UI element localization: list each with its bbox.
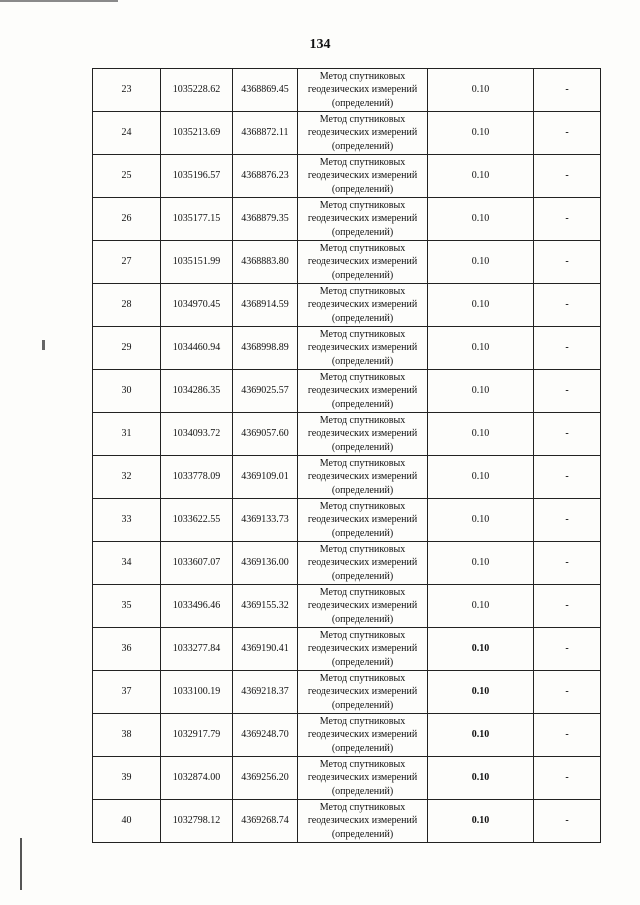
x-coordinate-cell: 1033496.46 bbox=[161, 585, 233, 628]
method-text: (определений) bbox=[331, 226, 394, 238]
method-text: Метод спутниковых bbox=[319, 801, 406, 813]
method-text: Метод спутниковых bbox=[319, 629, 406, 641]
point-number-cell: 33 bbox=[93, 499, 161, 542]
table-row bbox=[93, 628, 601, 671]
y-coordinate-cell: 4369109.01 bbox=[233, 456, 298, 499]
accuracy-cell: 0.10 bbox=[428, 628, 534, 671]
method-text: геодезических измерений bbox=[307, 643, 418, 655]
method-cell bbox=[298, 327, 428, 370]
method-text: (определений) bbox=[331, 312, 394, 324]
y-coordinate-cell: 4369025.57 bbox=[233, 370, 298, 413]
point-number-cell: 39 bbox=[93, 757, 161, 800]
method-text: Метод спутниковых bbox=[319, 758, 406, 770]
x-coordinate-cell: 1035228.62 bbox=[161, 69, 233, 112]
note-cell: - bbox=[534, 413, 601, 456]
method-text: геодезических измерений bbox=[307, 385, 418, 397]
method-text: Метод спутниковых bbox=[319, 70, 406, 82]
x-coordinate-cell: 1034093.72 bbox=[161, 413, 233, 456]
method-text: Метод спутниковых bbox=[319, 672, 406, 684]
method-text: Метод спутниковых bbox=[319, 242, 406, 254]
note-cell: - bbox=[534, 628, 601, 671]
method-text: геодезических измерений bbox=[307, 557, 418, 569]
method-text: Метод спутниковых bbox=[319, 328, 406, 340]
x-coordinate-cell: 1034460.94 bbox=[161, 327, 233, 370]
note-cell: - bbox=[534, 284, 601, 327]
x-coordinate-cell: 1035177.15 bbox=[161, 198, 233, 241]
x-coordinate-cell: 1033622.55 bbox=[161, 499, 233, 542]
method-text: Метод спутниковых bbox=[319, 586, 406, 598]
x-coordinate-cell: 1033778.09 bbox=[161, 456, 233, 499]
method-text: (определений) bbox=[331, 441, 394, 453]
method-text: (определений) bbox=[331, 828, 394, 840]
method-text: (определений) bbox=[331, 699, 394, 711]
method-cell bbox=[298, 800, 428, 843]
point-number-cell: 29 bbox=[93, 327, 161, 370]
method-text: Метод спутниковых bbox=[319, 543, 406, 555]
method-text: (определений) bbox=[331, 398, 394, 410]
scan-mark-left-dots bbox=[42, 340, 45, 350]
point-number-cell: 25 bbox=[93, 155, 161, 198]
note-cell: - bbox=[534, 585, 601, 628]
method-text: Метод спутниковых bbox=[319, 199, 406, 211]
point-number-cell: 27 bbox=[93, 241, 161, 284]
method-text: (определений) bbox=[331, 613, 394, 625]
y-coordinate-cell: 4368876.23 bbox=[233, 155, 298, 198]
x-coordinate-cell: 1032874.00 bbox=[161, 757, 233, 800]
note-cell: - bbox=[534, 198, 601, 241]
y-coordinate-cell: 4369136.00 bbox=[233, 542, 298, 585]
x-coordinate-cell: 1033100.19 bbox=[161, 671, 233, 714]
table-row bbox=[93, 370, 601, 413]
table-row bbox=[93, 671, 601, 714]
note-cell: - bbox=[534, 757, 601, 800]
note-cell: - bbox=[534, 370, 601, 413]
method-text: (определений) bbox=[331, 742, 394, 754]
table-row bbox=[93, 155, 601, 198]
method-cell bbox=[298, 155, 428, 198]
method-text: Метод спутниковых bbox=[319, 371, 406, 383]
table-row bbox=[93, 499, 601, 542]
method-text: (определений) bbox=[331, 656, 394, 668]
point-number-cell: 35 bbox=[93, 585, 161, 628]
point-number-cell: 34 bbox=[93, 542, 161, 585]
point-number-cell: 32 bbox=[93, 456, 161, 499]
note-cell: - bbox=[534, 155, 601, 198]
method-text: Метод спутниковых bbox=[319, 414, 406, 426]
x-coordinate-cell: 1035196.57 bbox=[161, 155, 233, 198]
method-text: геодезических измерений bbox=[307, 772, 418, 784]
accuracy-cell: 0.10 bbox=[428, 69, 534, 112]
point-number-cell: 40 bbox=[93, 800, 161, 843]
method-text: Метод спутниковых bbox=[319, 156, 406, 168]
table-row bbox=[93, 69, 601, 112]
accuracy-cell: 0.10 bbox=[428, 413, 534, 456]
scan-mark-top bbox=[0, 0, 118, 2]
method-text: (определений) bbox=[331, 484, 394, 496]
method-text: геодезических измерений bbox=[307, 428, 418, 440]
accuracy-cell: 0.10 bbox=[428, 800, 534, 843]
method-cell bbox=[298, 413, 428, 456]
accuracy-cell: 0.10 bbox=[428, 284, 534, 327]
table-row bbox=[93, 800, 601, 843]
method-cell bbox=[298, 714, 428, 757]
note-cell: - bbox=[534, 714, 601, 757]
note-cell: - bbox=[534, 800, 601, 843]
table-row bbox=[93, 327, 601, 370]
coordinates-table bbox=[92, 68, 601, 843]
method-text: геодезических измерений bbox=[307, 514, 418, 526]
accuracy-cell: 0.10 bbox=[428, 241, 534, 284]
x-coordinate-cell: 1035151.99 bbox=[161, 241, 233, 284]
method-text: геодезических измерений bbox=[307, 170, 418, 182]
method-cell bbox=[298, 671, 428, 714]
accuracy-cell: 0.10 bbox=[428, 112, 534, 155]
method-text: Метод спутниковых bbox=[319, 113, 406, 125]
method-text: Метод спутниковых bbox=[319, 285, 406, 297]
method-text: геодезических измерений bbox=[307, 815, 418, 827]
note-cell: - bbox=[534, 456, 601, 499]
method-cell bbox=[298, 198, 428, 241]
method-text: геодезических измерений bbox=[307, 84, 418, 96]
table-row bbox=[93, 112, 601, 155]
y-coordinate-cell: 4368883.80 bbox=[233, 241, 298, 284]
method-cell bbox=[298, 241, 428, 284]
y-coordinate-cell: 4368872.11 bbox=[233, 112, 298, 155]
y-coordinate-cell: 4368998.89 bbox=[233, 327, 298, 370]
method-text: (определений) bbox=[331, 269, 394, 281]
table-row bbox=[93, 241, 601, 284]
method-text: геодезических измерений bbox=[307, 213, 418, 225]
y-coordinate-cell: 4368914.59 bbox=[233, 284, 298, 327]
point-number-cell: 28 bbox=[93, 284, 161, 327]
accuracy-cell: 0.10 bbox=[428, 757, 534, 800]
method-cell bbox=[298, 112, 428, 155]
accuracy-cell: 0.10 bbox=[428, 456, 534, 499]
method-cell bbox=[298, 456, 428, 499]
point-number-cell: 26 bbox=[93, 198, 161, 241]
accuracy-cell: 0.10 bbox=[428, 671, 534, 714]
accuracy-cell: 0.10 bbox=[428, 542, 534, 585]
y-coordinate-cell: 4369248.70 bbox=[233, 714, 298, 757]
method-text: (определений) bbox=[331, 527, 394, 539]
page-number: 134 bbox=[309, 37, 331, 52]
method-text: (определений) bbox=[331, 140, 394, 152]
x-coordinate-cell: 1034970.45 bbox=[161, 284, 233, 327]
note-cell: - bbox=[534, 542, 601, 585]
table-row bbox=[93, 284, 601, 327]
point-number-cell: 24 bbox=[93, 112, 161, 155]
table-row bbox=[93, 413, 601, 456]
x-coordinate-cell: 1035213.69 bbox=[161, 112, 233, 155]
y-coordinate-cell: 4368869.45 bbox=[233, 69, 298, 112]
method-cell bbox=[298, 69, 428, 112]
method-text: геодезических измерений bbox=[307, 600, 418, 612]
method-cell bbox=[298, 585, 428, 628]
method-text: Метод спутниковых bbox=[319, 715, 406, 727]
y-coordinate-cell: 4368879.35 bbox=[233, 198, 298, 241]
note-cell: - bbox=[534, 671, 601, 714]
method-cell bbox=[298, 499, 428, 542]
method-text: геодезических измерений bbox=[307, 729, 418, 741]
accuracy-cell: 0.10 bbox=[428, 198, 534, 241]
y-coordinate-cell: 4369057.60 bbox=[233, 413, 298, 456]
table-row bbox=[93, 585, 601, 628]
method-text: Метод спутниковых bbox=[319, 500, 406, 512]
table-row bbox=[93, 456, 601, 499]
method-cell bbox=[298, 370, 428, 413]
x-coordinate-cell: 1033607.07 bbox=[161, 542, 233, 585]
method-cell bbox=[298, 628, 428, 671]
point-number-cell: 30 bbox=[93, 370, 161, 413]
method-text: геодезических измерений bbox=[307, 686, 418, 698]
x-coordinate-cell: 1032917.79 bbox=[161, 714, 233, 757]
method-text: (определений) bbox=[331, 355, 394, 367]
method-text: геодезических измерений bbox=[307, 127, 418, 139]
method-text: (определений) bbox=[331, 183, 394, 195]
accuracy-cell: 0.10 bbox=[428, 155, 534, 198]
method-text: геодезических измерений bbox=[307, 471, 418, 483]
method-text: Метод спутниковых bbox=[319, 457, 406, 469]
point-number-cell: 38 bbox=[93, 714, 161, 757]
method-text: геодезических измерений bbox=[307, 256, 418, 268]
accuracy-cell: 0.10 bbox=[428, 370, 534, 413]
x-coordinate-cell: 1033277.84 bbox=[161, 628, 233, 671]
method-text: (определений) bbox=[331, 785, 394, 797]
y-coordinate-cell: 4369133.73 bbox=[233, 499, 298, 542]
table-row bbox=[93, 714, 601, 757]
point-number-cell: 37 bbox=[93, 671, 161, 714]
y-coordinate-cell: 4369155.32 bbox=[233, 585, 298, 628]
method-text: (определений) bbox=[331, 570, 394, 582]
note-cell: - bbox=[534, 69, 601, 112]
x-coordinate-cell: 1034286.35 bbox=[161, 370, 233, 413]
table-row bbox=[93, 198, 601, 241]
table-row bbox=[93, 542, 601, 585]
method-text: (определений) bbox=[331, 97, 394, 109]
method-cell bbox=[298, 542, 428, 585]
note-cell: - bbox=[534, 327, 601, 370]
point-number-cell: 36 bbox=[93, 628, 161, 671]
note-cell: - bbox=[534, 241, 601, 284]
y-coordinate-cell: 4369256.20 bbox=[233, 757, 298, 800]
accuracy-cell: 0.10 bbox=[428, 585, 534, 628]
scan-mark-left-edge bbox=[20, 838, 22, 890]
note-cell: - bbox=[534, 112, 601, 155]
method-text: геодезических измерений bbox=[307, 342, 418, 354]
table-row bbox=[93, 757, 601, 800]
method-text: геодезических измерений bbox=[307, 299, 418, 311]
point-number-cell: 23 bbox=[93, 69, 161, 112]
method-cell bbox=[298, 284, 428, 327]
accuracy-cell: 0.10 bbox=[428, 499, 534, 542]
accuracy-cell: 0.10 bbox=[428, 714, 534, 757]
method-cell bbox=[298, 757, 428, 800]
y-coordinate-cell: 4369190.41 bbox=[233, 628, 298, 671]
x-coordinate-cell: 1032798.12 bbox=[161, 800, 233, 843]
point-number-cell: 31 bbox=[93, 413, 161, 456]
accuracy-cell: 0.10 bbox=[428, 327, 534, 370]
note-cell: - bbox=[534, 499, 601, 542]
y-coordinate-cell: 4369268.74 bbox=[233, 800, 298, 843]
y-coordinate-cell: 4369218.37 bbox=[233, 671, 298, 714]
